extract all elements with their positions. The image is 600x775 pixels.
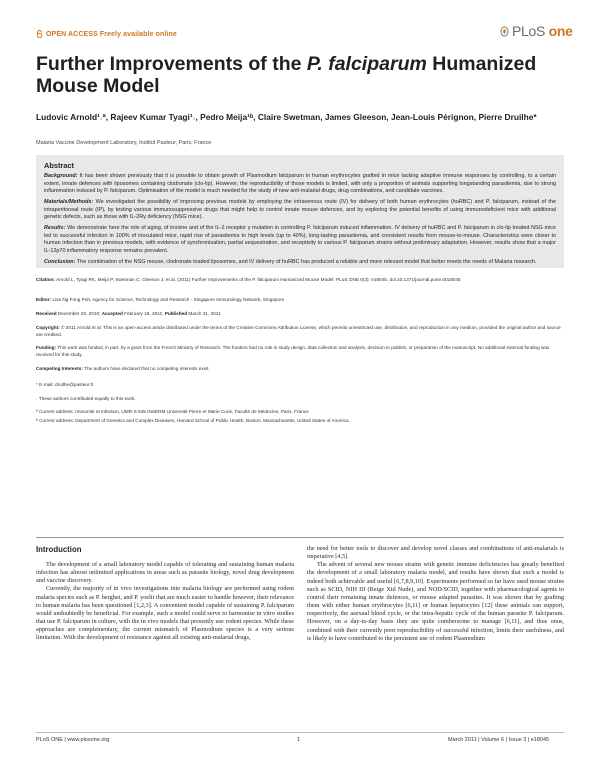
citation: Citation: Arnold L, Tyagi RK, Meija P, Swetman C, Gleeson J, et al. (2011) Further Improvements of the P. falciparum Humanized Mouse Model. PLoS ONE 6(3): e18045. doi:10.1371/journal.pone.0018045 bbox=[36, 277, 461, 282]
abstract-conclusion: Conclusion: The combination of the NSG mouse, clodronate loaded liposomes, and IV delivery of huRBC has produced a reliable and more relevant model that better meets the needs of Malaria research. bbox=[44, 258, 537, 265]
editor: Editor: Lisa Ng Fong Poh, Agency for Science, Technology and Research - Singapore Immunology Network, Singapore bbox=[36, 297, 285, 302]
competing-interests: Competing Interests: The authors have declared that no competing interests exist. bbox=[36, 366, 210, 371]
intro-paragraph: Currently, the majority of in vivo investigations into malaria biology are performed using rodent malaria species such as P. berghei, and P. yoelii that are much easier to handle however, their relevance to human malaria has been questioned [1,2,3]. A convenient model capable of sustaining P. falciparum would undoubtedly be beneficial. For example, such a model could serve to harmonise in vitro studies that use P. falciparum in culture, with the in vivo models that presently use rodent species. While these approaches are complementary, the current mismatch of Plasmodium species is a very serious limitation. With the development of resistance against all existing anti-malarial drugs, bbox=[36, 585, 294, 642]
intro-paragraph: The development of a small laboratory model capable of tolerating and sustaining human malaria infection has almost unlimited applications in areas such as parasite biology, novel drug development and vaccine discovery. bbox=[36, 561, 294, 585]
intro-paragraph: The advent of several new mouse strains with genetic immune deficiencies has greatly benefited the development of a small laboratory malaria model, and results have shown that such a model is indeed both achievable and useful [6,7,8,9,10]. Experiments performed so far have used mouse strains such as SCID, NIH III (Beige Xid Nude), and NOD/SCID, together with pharmacological agents to control their remaining innate defences, or mouse adapted parasites. It was shown that by grafting them with either human erythrocytes [6,11] or human hepatocytes [12] these animals can support, respectively, the asexual blood cycle, or the intra-hepatic cycle of the human parasite P. falciparum. However, on a day-to-day basis they are quite cumbersome to manage [6,11], and thus onus, combined with their currently poor reproducibility of successful infection, limits their usefulness, and is likely to have contributed to the persistent use of rodent Plasmodium bbox=[307, 561, 564, 642]
abstract-methods: Materials/Methods: We investigated the possibility of improving previous models by employing the intravenous route (IV) for delivery of both human erythrocytes (huRBC) and P. falciparum, instead of the intraperitoneal route (IP), by testing various immunosuppressive drugs that might help to control innate mouse defences, and by exploring the potential benefits of using immunodeficient mice with additional genetic defects, such as those with IL-2Rγ deficiency (NSG mice). bbox=[44, 198, 556, 221]
section-divider bbox=[36, 537, 564, 538]
corresponding-email: * E-mail: druilhe@pasteur.fr bbox=[36, 382, 94, 387]
author-list: Ludovic Arnold¹˒ª, Rajeev Kumar Tyagi¹˒, Pedro Meija¹ᵇ, Claire Swetman, James Gleeson, Jean-Louis Pérignon, Pierre Druilhe* bbox=[36, 112, 537, 122]
abstract-results: Results: We demonstrate here the role of aging, of inosine and of the IL-2 receptor γ mutation in controlling P. falciparum induced inflammation. IV delivery of huRBC and P. falciparum in clo-lip treated NSG mice led to successful infection in 100% of inoculated mice, rapid rise of parasitemia to high levels (up to 40%), long-lasting parasitemia, and consistent results from mouse-to-mouse. Characteristics were closer to human infection than in previous models, with evidence of synchronisation, partial sequestration, and receptivity to various P. falciparum strains without preliminary adaptation. However, results show that a major IL-12p70 inflammatory response remains prevalent. bbox=[44, 224, 557, 254]
intro-paragraph: the need for better tools to discover and develop novel classes and combinations of anti-malarials is imperative [4,5]. bbox=[307, 545, 564, 561]
dates: Received December 20, 2010; Accepted February 18, 2011; Published March 31, 2011 bbox=[36, 311, 221, 316]
logo-text-plos: PLoS bbox=[512, 23, 546, 39]
abstract-heading: Abstract bbox=[44, 161, 74, 170]
funding: Funding: This work was funded, in part, by a grant from the French Ministry of Research. The funders had no role in study design, data collection and analysis, decision to publish, or preparation of the manuscript. No additional external funding was received for this study. bbox=[36, 345, 550, 357]
footer-divider bbox=[36, 732, 564, 733]
abstract-background: Background: It has been shown previously that it is possible to obtain growth of Plasmodium falciparum in human erythrocytes grafted in mice lacking adaptive immune responses by controlling, to a certain extent, innate defences with liposomes containing clodronate (clo-lip). However, the reproducibility of those models is limited, with only a proportion of animals supporting longstanding parasitemia, due to strong inflammation induced by P. falciparum. Optimisation of the model is much needed for the study of new anti-malarial drugs, drug combinations, and candidate vaccines. bbox=[44, 173, 557, 195]
equal-contribution-note: ˒ These authors contributed equally to this work. bbox=[36, 396, 136, 401]
page-number: 1 bbox=[297, 737, 301, 743]
open-access-banner bbox=[36, 30, 177, 38]
current-address-a: ª Current address: Immunité et Infection, UMR-S 945 INSERM Université Pierre et Marie Curie, Faculté de Médecine, Paris, France bbox=[36, 409, 309, 414]
footer-journal: PLoS ONE | www.plosone.org bbox=[36, 737, 110, 743]
abstract-box bbox=[36, 155, 564, 268]
current-address-b: ᵇ Current address: Department of Genetics and Complex Diseases, Harvard School of Public Health, Boston, Massachusetts, United States of America bbox=[36, 418, 349, 423]
open-access-lock-icon bbox=[36, 30, 43, 38]
logo-text-one: one bbox=[548, 23, 573, 39]
open-access-label: OPEN ACCESS Freely available online bbox=[46, 30, 177, 38]
footer-issue: March 2011 | Volume 6 | Issue 3 | e18045 bbox=[448, 737, 550, 743]
introduction-heading: Introduction bbox=[36, 545, 82, 554]
affiliation: Malaria Vaccine Development Laboratory, Institut Pasteur, Paris, France bbox=[36, 140, 212, 146]
copyright: Copyright: © 2011 Arnold et al. This is an open-access article distributed under the terms of the Creative Commons Attribution License, which permits unrestricted use, distribution, and reproduction in any medium, provided the original author and source are credited. bbox=[36, 325, 561, 337]
intro-left-column bbox=[36, 561, 294, 643]
journal-logo bbox=[500, 23, 573, 39]
intro-right-column bbox=[307, 545, 564, 643]
article-title: Further Improvements of the P. falciparum Humanized Mouse Model bbox=[36, 53, 537, 97]
plos-logo-icon bbox=[500, 26, 509, 37]
